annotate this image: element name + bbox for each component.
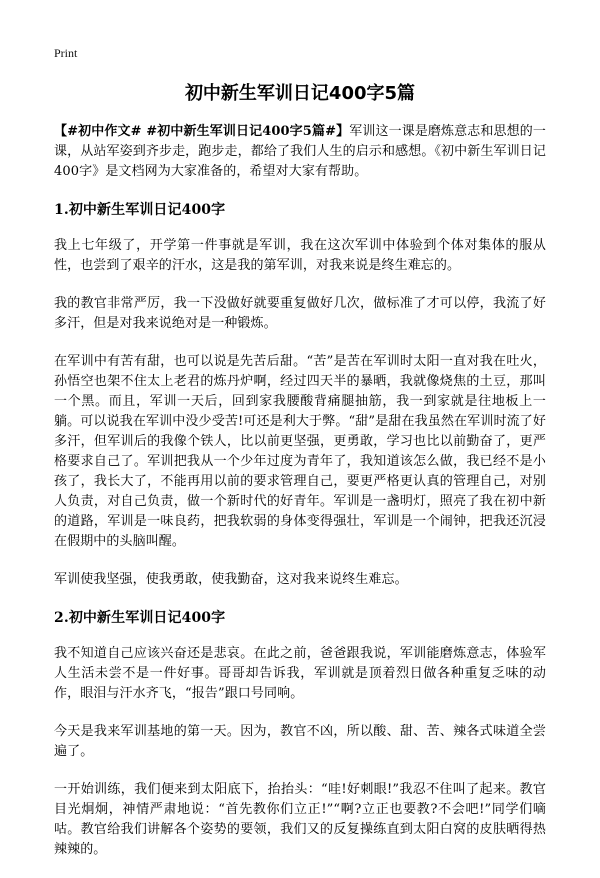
section-1-paragraph-1: 我上七年级了，开学第一件事就是军训，我在这次军训中体验到个体对集体的服从性，也尝到了艰辛的汗水，这是我的第军训，对我来说是终生难忘的。 [54, 238, 546, 273]
page-title: 初中新生军训日记400字5篇 [184, 83, 416, 104]
intro-tags: 【#初中作文# #初中新生军训日记400字5篇#】 [54, 124, 350, 139]
section-2-paragraph-2: 今天是我来军训基地的第一天。因为，教官不凶，所以酸、甜、苦、辣各式味道全尝遍了。 [54, 724, 546, 759]
intro-text: 军训这一课是磨炼意志和思想的一课，从站军姿到齐步走，跑步走，都给了我们人生的启示和感想。《初中新生军训日记400字》是文档网为大家准备的，希望对大家有帮助。 [54, 124, 546, 179]
section-1-paragraph-4: 军训使我坚强，使我勇敢，使我勤奋，这对我来说终生难忘。 [54, 572, 408, 587]
section-1-paragraph-3: 在军训中有苦有甜，也可以说是先苦后甜。“苦”是苦在军训时太阳一直对我在吐火，孙悟空也架不住太上老君的炼丹炉啊，经过四天半的暴晒，我就像烧焦的土豆，那叫一个黑。而且，军训一天后，回到家我腰酸背痛腿抽筋，我一到家就是往地板上一躺。可以说我在军训中没少受苦!可还是利大于弊。“甜”是甜在我虽然在军训时流了好多汗，但军训后的我像个铁人，比以前更坚强，更勇敢，学习也比以前勤奋了，更严格要求自己了。军训把我从一个少年过度为青年了，我知道该怎么做，我已经不是小孩了，我长大了，不能再用以前的要求管理自己，要更严格更认真的管理自己，对别人负责，对自己负责，做一个新时代的好青年。军训是一盏明灯，照亮了我在初中新的道路，军训是一味良药，把我软弱的身体变得强壮，军训是一个闹钟，把我还沉浸在假期中的头脑叫醒。 [54, 354, 546, 549]
section-1-paragraph-2: 我的教官非常严厉，我一下没做好就要重复做好几次，做标准了才可以停，我流了好多汗，但是对我来说绝对是一种锻炼。 [54, 296, 546, 331]
section-heading-1: 1.初中新生军训日记400字 [54, 202, 226, 218]
section-2-paragraph-3: 一开始训练，我们便来到太阳底下，抬抬头：“哇!好刺眼!”我忍不住叫了起来。教官目光炯炯，神情严肃地说：“首先教你们立正!”“啊?立正也要教?不会吧!”同学们嘀咕。教官给我们讲解各个姿势的要领，我们又的反复操练直到太阳白窝的皮肤晒得热辣辣的。 [54, 782, 546, 857]
article-body [54, 122, 546, 878]
intro-paragraph [54, 122, 546, 182]
section-2-paragraph-1: 我不知道自己应该兴奋还是悲哀。在此之前，爸爸跟我说，军训能磨炼意志，体验军人生活未尝不是一件好事。哥哥却告诉我，军训就是顶着烈日做各种重复乏味的动作，眼泪与汗水齐飞，“报告”跟口号同响。 [54, 646, 546, 701]
print-link[interactable]: Print [54, 46, 78, 60]
section-heading-2: 2.初中新生军训日记400字 [54, 610, 226, 626]
